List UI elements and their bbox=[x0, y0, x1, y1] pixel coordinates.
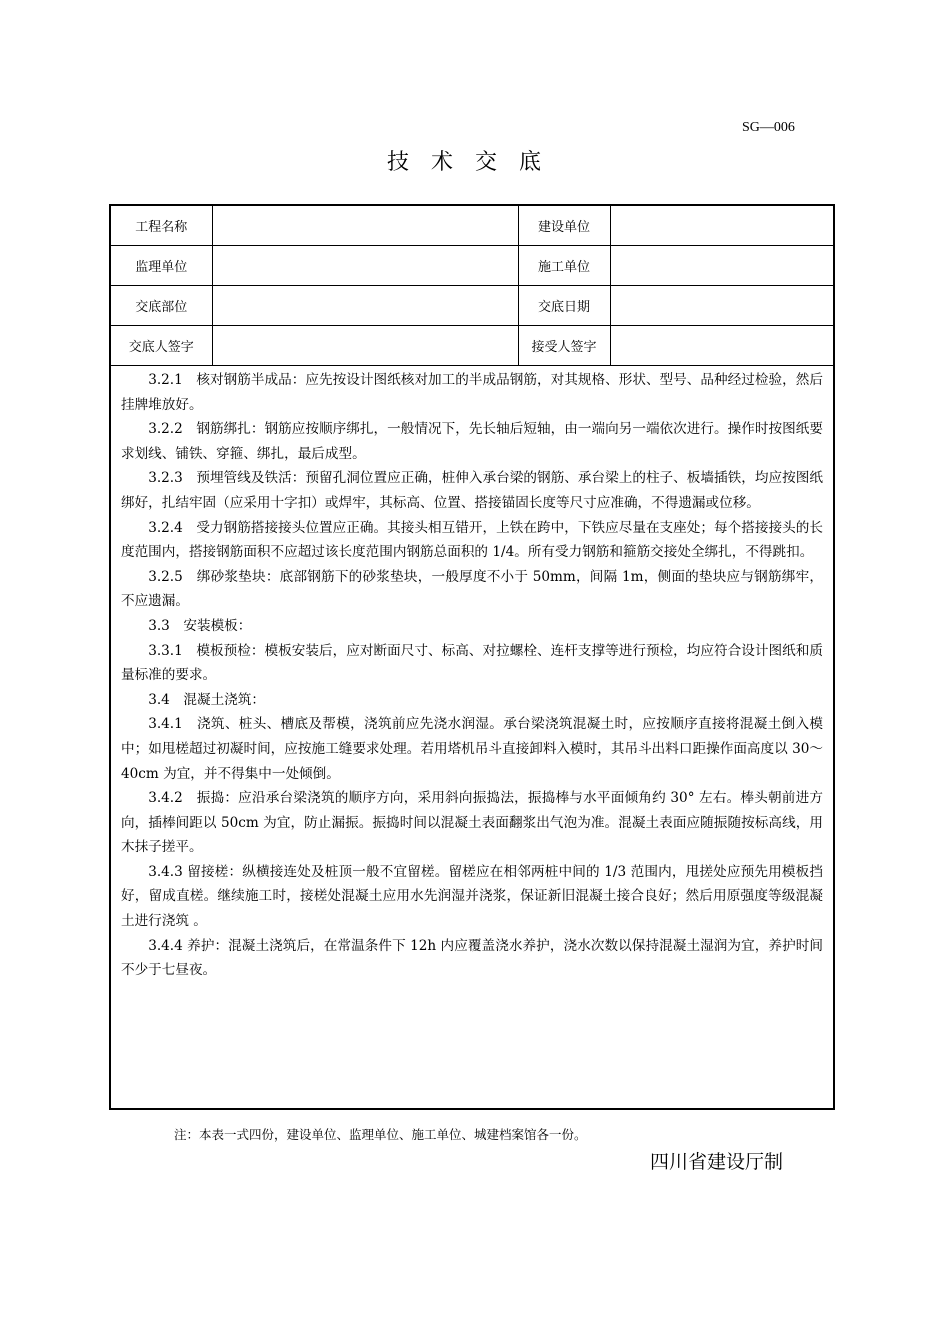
presenter-signature-label: 交底人签字 bbox=[111, 326, 212, 366]
content-paragraph: 3.2.1 核对钢筋半成品：应先按设计图纸核对加工的半成品钢筋，对其规格、形状、型号、品种经过检验，然后挂牌堆放好。 bbox=[121, 372, 823, 413]
content-paragraph: 3.2.3 预埋管线及铁活：预留孔洞位置应正确，桩伸入承台梁的钢筋、承台梁上的柱子、板墙插铁，均应按图纸绑好，扎结牢固（应采用十字扣）或焊牢，其标高、位置、搭接锚固长度等尺寸应准确，不得遗漏或位移。 bbox=[121, 470, 823, 511]
content-paragraph: 3.3.1 模板预检：模板安装后，应对断面尺寸、标高、对拉螺栓、连杆支撑等进行预检，均应符合设计图纸和质量标准的要求。 bbox=[121, 642, 823, 684]
receiver-signature-label: 接受人签字 bbox=[518, 326, 610, 366]
contractor-unit-field[interactable] bbox=[610, 246, 833, 286]
project-name-label: 工程名称 bbox=[111, 206, 212, 246]
info-row bbox=[111, 246, 833, 286]
content-paragraph: 3.2.2 钢筋绑扎：钢筋应按顺序绑扎，一般情况下，先长轴后短轴，由一端向另一端依次进行。操作时按图纸要求划线、铺铁、穿箍、绑扎，最后成型。 bbox=[121, 421, 823, 462]
content-paragraph: 3.2.5 绑砂浆垫块：底部钢筋下的砂浆垫块，一般厚度不小于 50mm，间隔 1m，侧面的垫块应与钢筋绑牢，不应遗漏。 bbox=[121, 568, 823, 610]
form-frame bbox=[109, 204, 835, 1110]
issuer-label: 四川省建设厅制 bbox=[650, 1151, 784, 1173]
receiver-signature-field[interactable] bbox=[610, 326, 833, 366]
client-unit-label: 建设单位 bbox=[518, 206, 610, 246]
info-table bbox=[111, 206, 833, 366]
presenter-signature-field[interactable] bbox=[212, 326, 518, 366]
info-row bbox=[111, 326, 833, 366]
content-paragraph: 3.4.1 浇筑、桩头、槽底及帮模，浇筑前应先浇水润湿。承台梁浇筑混凝土时，应按顺序直接将混凝土倒入模中；如甩槎超过初凝时间，应按施工缝要求处理。若用塔机吊斗直接卸料入模时，其吊斗出料口距操作面高度以 30～40cm 为宜，并不得集中一处倾倒。 bbox=[121, 716, 823, 782]
handover-part-label: 交底部位 bbox=[111, 286, 212, 326]
info-row bbox=[111, 286, 833, 326]
client-unit-field[interactable] bbox=[610, 206, 833, 246]
handover-date-field[interactable] bbox=[610, 286, 833, 326]
info-row bbox=[111, 206, 833, 246]
content-section-heading: 3.3 安装模板： bbox=[148, 617, 252, 634]
form-code: SG—006 bbox=[742, 120, 795, 135]
contractor-unit-label: 施工单位 bbox=[518, 246, 610, 286]
footer-note: 注：本表一式四份，建设单位、监理单位、施工单位、城建档案馆各一份。 bbox=[174, 1127, 587, 1142]
supervisor-unit-field[interactable] bbox=[212, 246, 518, 286]
handover-part-field[interactable] bbox=[212, 286, 518, 326]
content-paragraph: 3.4.2 振捣：应沿承台梁浇筑的顺序方向，采用斜向振捣法，振捣棒与水平面倾角约 30° 左右。棒头朝前进方向，插棒间距以 50cm 为宜，防止漏振。振捣时间以混凝土表面翻浆出气泡为准。混凝土表面应随振随按标高线，用木抹子搓平。 bbox=[121, 790, 823, 856]
content-paragraph: 3.4.4 养护：混凝土浇筑后，在常温条件下 12h 内应覆盖浇水养护，浇水次数以保持混凝土湿润为宜，养护时间不少于七昼夜。 bbox=[121, 937, 823, 979]
supervisor-unit-label: 监理单位 bbox=[111, 246, 212, 286]
handover-date-label: 交底日期 bbox=[518, 286, 610, 326]
content-paragraph: 3.2.4 受力钢筋搭接接头位置应正确。其接头相互错开，上铁在跨中，下铁应尽量在支座处；每个搭接接头的长度范围内，搭接钢筋面积不应超过该长度范围内钢筋总面积的 1/4。所有受力钢筋和箍筋交接处全绑扎，不得跳扣。 bbox=[121, 519, 823, 561]
handover-content bbox=[111, 366, 833, 983]
content-paragraph: 3.4.3 留接槎：纵横接连处及桩顶一般不宜留槎。留槎应在相邻两桩中间的 1/3 范围内，甩搓处应预先用模板挡好，留成直槎。继续施工时，接槎处混凝土应用水先润湿并浇浆，保证新旧混凝土接合良好；然后用原强度等级混凝土进行浇筑 。 bbox=[121, 863, 823, 930]
content-section-heading: 3.4 混凝土浇筑： bbox=[148, 691, 265, 708]
page-title: 技术交底 bbox=[386, 150, 563, 175]
project-name-field[interactable] bbox=[212, 206, 518, 246]
